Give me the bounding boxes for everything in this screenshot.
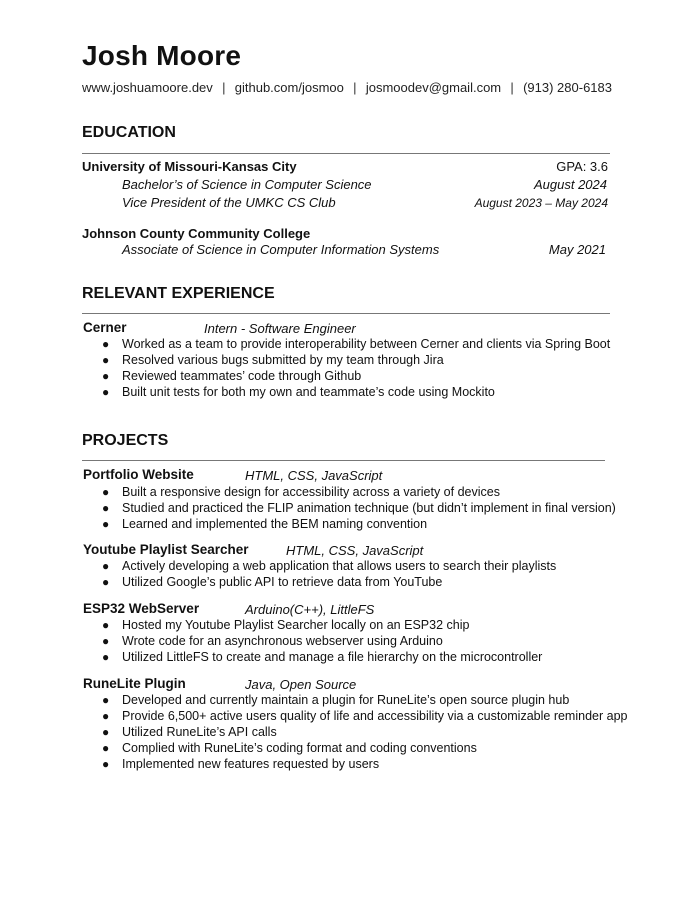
section-title-education: EDUCATION: [82, 124, 176, 141]
website-link[interactable]: www.joshuamoore.dev: [82, 80, 213, 95]
project-bullets: [100, 692, 627, 772]
list-item: ● Studied and practiced the FLIP animation technique (but didn’t implement in final version): [102, 501, 616, 515]
job-entry-header: [83, 320, 356, 336]
project-entry-header: [83, 601, 375, 617]
list-item: ● Actively developing a web application that allows users to search their playlists: [102, 559, 557, 573]
bullet-icon: ●: [102, 618, 110, 632]
bullet-icon: ●: [102, 559, 110, 573]
project-tech: Arduino(C++), LittleFS: [245, 602, 375, 617]
project-name: ESP32 WebServer: [83, 601, 200, 616]
project-entry-header: [83, 676, 357, 692]
phone-number: (913) 280-6183: [523, 80, 612, 95]
github-link[interactable]: github.com/josmoo: [234, 80, 344, 95]
project-entry-header: [83, 542, 424, 558]
bullet-icon: ●: [102, 757, 110, 771]
list-item: ● Wrote code for an asynchronous webserver using Arduino: [102, 634, 443, 648]
project-name: Portfolio Website: [83, 467, 194, 482]
section-title-projects: PROJECTS: [82, 432, 169, 449]
list-item: ● Utilized LittleFS to create and manage a file hierarchy on the microcontroller: [102, 650, 543, 664]
bullet-icon: ●: [102, 501, 110, 515]
section-divider: [82, 313, 610, 314]
bullet-icon: ●: [102, 385, 110, 399]
email-link[interactable]: josmoodev@gmail.com: [365, 80, 502, 95]
school-gpa: GPA: 3.6: [556, 159, 608, 174]
project-bullets: [100, 558, 556, 590]
candidate-name: Josh Moore: [82, 40, 242, 71]
degree-date: August 2024: [533, 177, 607, 192]
section-divider: [82, 153, 610, 154]
club-role-line: Vice President of the UMKC CS Club: [122, 195, 336, 210]
bullet-icon: ●: [102, 575, 110, 589]
project-bullets: [100, 484, 616, 532]
bullet-icon: ●: [102, 693, 110, 707]
list-item: ● Reviewed teammates’ code through Github: [102, 369, 362, 383]
bullet-icon: ●: [102, 634, 110, 648]
contact-line: [82, 80, 612, 95]
job-bullets: [100, 336, 610, 400]
degree-line: Associate of Science in Computer Information Systems: [122, 242, 440, 257]
section-divider: [82, 460, 605, 461]
list-item: ● Hosted my Youtube Playlist Searcher locally on an ESP32 chip: [102, 618, 470, 632]
list-item: ● Built a responsive design for accessibility across a variety of devices: [102, 485, 500, 499]
project-name: RuneLite Plugin: [83, 676, 186, 691]
bullet-icon: ●: [102, 337, 110, 351]
project-entry-header: [83, 467, 383, 483]
job-role: Intern - Software Engineer: [204, 321, 356, 336]
bullet-icon: ●: [102, 741, 110, 755]
list-item: ● Complied with RuneLite’s coding format and coding conventions: [102, 741, 477, 755]
bullet-icon: ●: [102, 650, 110, 664]
bullet-icon: ●: [102, 517, 110, 531]
contact-separator: |: [222, 80, 226, 95]
contact-separator: |: [510, 80, 514, 95]
school-name: University of Missouri-Kansas City: [82, 159, 297, 174]
project-bullets: [100, 617, 542, 665]
bullet-icon: ●: [102, 709, 110, 723]
bullet-icon: ●: [102, 369, 110, 383]
company-name: Cerner: [83, 320, 127, 335]
degree-date: May 2021: [548, 242, 606, 257]
bullet-icon: ●: [102, 353, 110, 367]
degree-line: Bachelor’s of Science in Computer Science: [122, 177, 372, 192]
list-item: ● Worked as a team to provide interoperability between Cerner and clients via Spring Boot: [102, 337, 611, 351]
contact-separator: |: [353, 80, 357, 95]
bullet-icon: ●: [102, 725, 110, 739]
list-item: ● Utilized Google’s public API to retrieve data from YouTube: [102, 575, 443, 589]
bullet-icon: ●: [102, 485, 110, 499]
project-tech: HTML, CSS, JavaScript: [286, 543, 424, 558]
project-tech: HTML, CSS, JavaScript: [245, 468, 383, 483]
project-tech: Java, Open Source: [245, 677, 357, 692]
list-item: ● Implemented new features requested by users: [102, 757, 380, 771]
list-item: ● Developed and currently maintain a plugin for RuneLite’s open source plugin hub: [102, 693, 570, 707]
list-item: ● Utilized RuneLite’s API calls: [102, 725, 277, 739]
list-item: ● Built unit tests for both my own and teammate’s code using Mockito: [102, 385, 495, 399]
list-item: ● Learned and implemented the BEM naming convention: [102, 517, 428, 531]
list-item: ● Resolved various bugs submitted by my team through Jira: [102, 353, 444, 367]
club-role-date: August 2023 – May 2024: [474, 196, 608, 210]
project-name: Youtube Playlist Searcher: [83, 542, 249, 557]
section-title-experience: RELEVANT EXPERIENCE: [82, 285, 275, 302]
list-item: ● Provide 6,500+ active users quality of life and accessibility via a customizable reminder app: [102, 709, 628, 723]
school-name: Johnson County Community College: [82, 226, 311, 241]
